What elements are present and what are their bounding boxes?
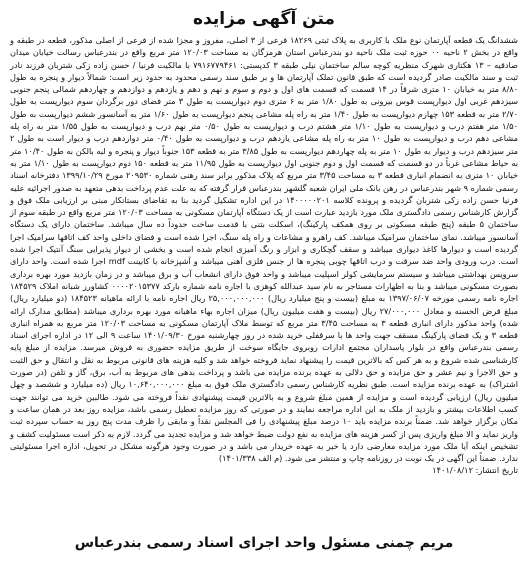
publication-date: تاریخ انتشار: ۱۴۰۱/۰۸/۱۲ [432, 465, 518, 476]
notice-title: متن آگهی مزایده [193, 9, 335, 29]
notice-body: ششدانگ یک قطعه آپارتمان نوع ملک با کاربری به پلاک ثبتی ۱۸۲۶۹ فرعی از ۳ اصلی، مفروز و مجزا شده از فرعی از اصلی مذکور، قطعه در طبقه و واقع در بخش ۲ ناحیه ۰۰ حوزه ثبت ملک ناحیه دو بندرعباس استان هرمزگان به مساحت ۱۲۰/۰۳ متر مربع واقع در بندرعباس رسالت خیابان میدان صادقیه – ۱۳ هکتاری شهرک منظریه کوچه سالم ساختمان نیلی طبقه ۳ کدپستی: ۷۹۱۶۷۷۹۴۶۱ با مالکیت فرنیا / حسن زاده زکی شتربان فرزند نادر ثبت و سند مالکیت صادر گردیده است که طبق قانون تملک آپارتمان ها و بر طبق سند رسمی محدود به حدود زیر است: شمالاً دیوار و پنجره به طول ۸/۸۰ متر به خیابان ۱۰ متری شرقاً در ۱۴ قسمت که قسمت های اول و دوم و سوم و نهم و دهم و یازدهم و دوازدهم و چهاردهم شمالی پنجم جنوبی سیزدهم غربی اول دیوارپست قوس بیرونی به طول ۱/۸۰ متر به ۶ متری دوم دیوارپست به طول ۳ متر فضای دور برگردان سوم دیوارپست به طول ۲/۷۰ متر به قطعه ۱۵۳ چهارم دیوارپست به طول ۱/۴۰ متر به راه پله مشاعی پنجم دیوارپست به طول ۱/۶۰ متر به آسانسور ششم دیوارپست به طول ۱/۵۰ متر هفتم درب و دیوارپست به طول ۱/۱۰ متر هشتم درب و دیوارپست به طول ۰/۵۰ متر نهم درب و دیوارپست به طول ۱/۵۵ متر به راه پله مشاعی دهم درب و دیوارپست به طول ۱۰ متر به راه پله مشاعی یازدهم درب و دیوارپست به طول ۰/۴۰ متر دوازدهم درب و دیوار است به طول ۲ متر سیزدهم درب و دیوار به طول ۱۰ متر به پله چهاردهم دیوارپست به طول ۳/۸۵ متر به قطعه ۱۵۳ جنوباً دیوار و پنجره و لبه بالکن به طول ۱۰/۴۰ متر به حیاط مشاعی غرباً در دو قسمت که قسمت اول و دوم جنوبی اول دیوارپست به طول ۱۱/۹۵ متر به قطعه ۱۵۰ دوم دیوارپست به طول ۱/۱۰ متر به خیابان ۱۰ متری به انضمام انباری قطعه ۳ به مساحت ۳/۴۵ متر مربع که پلاک مذکور برابر سند رهنی شماره ۲۰۹۵۳۰ مورخ ۱۳۹۹/۱۰/۲۹ دفترخانه اسناد رسمی شماره ۹ شهر بندرعباس در رهن بانک ملی ایران شعبه گلشهر بندرعباس قرار گرفته که به علت عدم پرداخت بدهی متعهد به صدور اجرائیه علیه فرنیا حسن زاده زکی شتربان گردیده و پرونده کلاسه ۱۴۰۰۰۰۰۲۰۱ در این اداره تشکیل گردید بنا به تقاضای بستانکار مبنی بر ارزیابی ملک فوق و گزارش کارشناس رسمی دادگستری ملک مورد بازدید عبارت است از یک دستگاه آپارتمان مسکونی به مساحت ۱۲۰/۰۳ متر مربع واقع در طبقه سوم از ساختمان ۵ طبقه (پنج طبقه مسکونی بر روی همکف پارکینگ)، اسکلت بتنی با قدمت ساخت حدوداً ده سال میباشد. ساختمان دارای یک دستگاه آسانسور میباشد. نمای ساختمان سرامیک میباشد. کف راهرو و مشاعات و راه پله سنگ، اجرا شده است و فضای داخلی واحد کف اتاقها سرامیک اجرا گردیده است و دیوارها کاغذ دیواری میباشد و سقف گچکاری و ابزار و رنگ آمیزی انجام شده است و بخشی از دیوار پذیرایی سنگ آنتیک اجرا شده است. درب ورودی واحد ضد سرقت و درب اتاقها چوبی پنجره ها از جنس فلزی آهنی میباشد و آشپزخانه با کابینت mdf اجرا شده است. واحد دارای سرویس بهداشتی میباشد و سیستم سرمایشی کولر اسپلیت میباشد و واحد فوق دارای انشعاب آب و برق میباشد و در زمان بازدید مورد بهره برداری بصورت مسکونی میباشد و بنا به اظهارات مستاجر به نام سید عبدالله کوهزی با اجاره نامه شماره بارکد ۰۰۰۰۲۰۱۵۳۷۷ کشاورز شبانه املاک ۱۸۴۵۲۹ اجاره نامه رسمی مورخه ۱۳۹۷/۰۶/۰۷ به مبلغ (بیست و پنج میلیارد ریال) ۲۵,۰۰۰,۰۰۰,۰۰۰ ریال اجاره نامه با ارائه ماهیانه ۱۸۴۵۲۳ (دو میلیارد ریال) مبلغ قرض الحسنه و معادل ۲۷/۰۰۰,۰۰۰ ریال (بیست و هفت میلیون ریال) میزان اجاره بهاء ماهیانه مورد بهره برداری میباشد (مطابق مدارک ارائه شده) واحد مذکور دارای انباری قطعه ۳ به مساحت ۳/۴۵ متر مربع که توسط ملاک آپارتمان مسکونی به مساحت ۱۲۰/۰۳ متر مربع به همراه انباری قطعه ۳ و یک فضای پارکینگ مسقف جهت واحد ها با سرقفلی خرید شده در روز چهارشنبه مورخ ۱۴۰۱/۰۹/۳۰ ساعت ۹ الی ۱۲ در اداره اجرای اسناد رسمی بندرعباس واقع در بلوار پاسداران مجتمع ادارات روبروی جایگاه سوخت از طریق مزایده حضوری به فروش میرسد. مزایده از مبلغ پایه کارشناسی شده شروع و به هر کس که بالاترین قیمت را پیشنهاد نماید فروخته خواهد شد و کلیه هزینه های قانونی مربوط به نقل و انتقال و حق الثبت و حق الاجرا و نیم عشر و حق مزایده و حق دلالی به عهده برنده مزایده می باشد و پرداخت بدهی های مربوط به آب، برق، گاز و تلفن (در صورت اشتراک) به عهده برنده مزایده است. طبق نظریه کارشناس رسمی دادگستری ملک فوق به مبلغ ۱۰,۶۴۰,۰۰۰,۰۰۰ ریال (ده میلیارد و ششصد و چهل میلیون ریال) ارزیابی گردیده است و مزایده از همین مبلغ شروع و به بالاترین قیمت پیشنهادی نقداً فروخته می شود. طالبین خرید می توانند جهت کسب اطلاعات بیشتر و بازدید از ملک به این اداره مراجعه نمایند و در صورتی که روز مزایده تعطیل رسمی باشد، مزایده روز بعد در همان ساعت و مکان برگزار خواهد شد. ضمناً برنده مزایده باید ۱۰ درصد مبلغ پیشنهادی را فی المجلس نقداً و مابقی را ظرف مدت پنج روز به حساب سپرده ثبت واریز نماید و الا مبلغ واریزی پس از کسر هزینه های مزایده به نفع دولت ضبط خواهد شد و مزایده تجدید می گردد. لازم به ذکر است مسئولیت کشف و تشخیص اینکه آیا ملک مورد مزایده معارضی دارد یا خیر به عهده خریدار می باشد و در صورت وجود هرگونه مشکل در تحویل، اداره اجرا مسئولیتی ندارد. ضمناً این آگهی در یک نوبت در روزنامه چاپ و منتشر می شود. (م الف ۱۴۰۱/۳۳۸) [10, 35, 519, 464]
signature-line: مریم چمنی مسئول واحد اجرای اسناد رسمی بندرعباس [74, 535, 454, 551]
